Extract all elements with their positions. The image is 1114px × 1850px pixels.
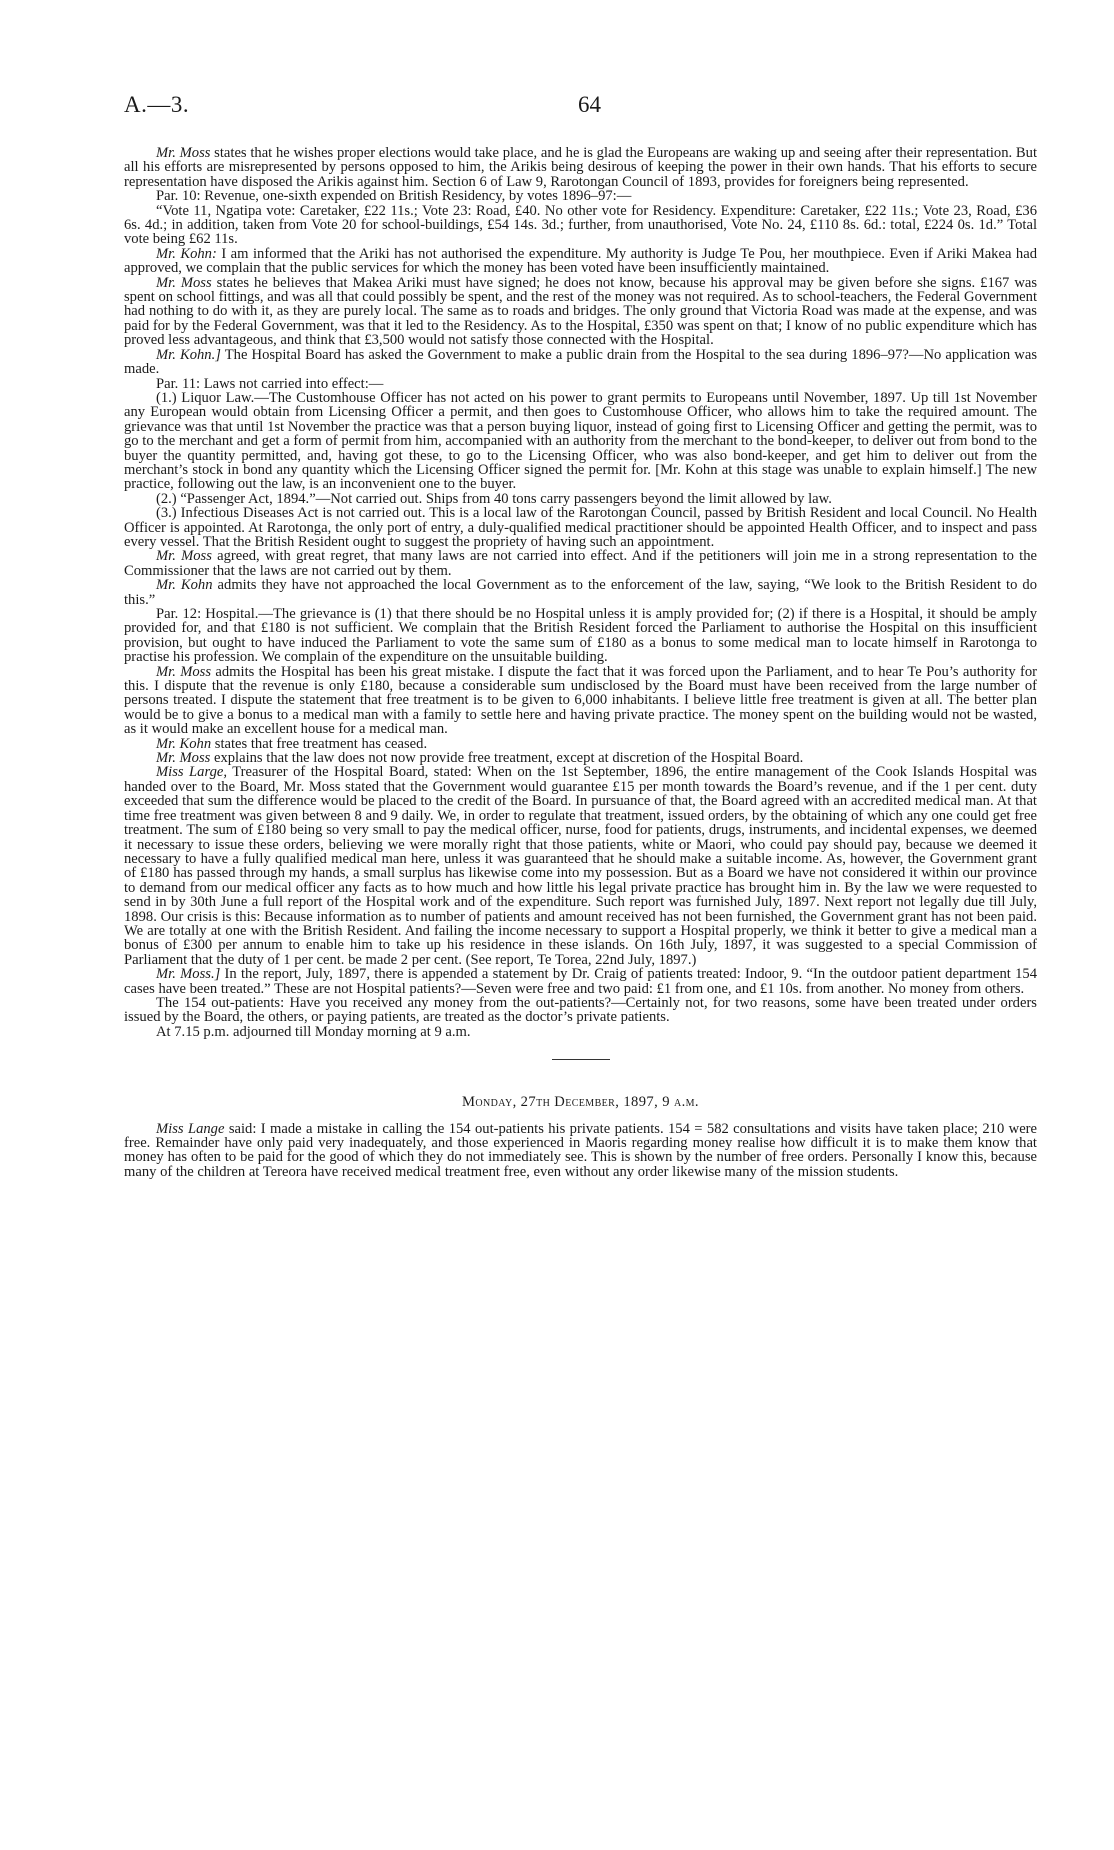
paragraph <box>124 967 1037 996</box>
paragraph <box>124 549 1037 578</box>
paragraph <box>124 492 1037 506</box>
page-number: 64 <box>578 92 601 117</box>
speaker-name: Mr. Moss <box>156 145 211 161</box>
paragraph <box>124 665 1037 737</box>
paragraph-text: “Vote 11, Ngatipa vote: Caretaker, £22 11s.; Vote 23: Road, £40. No other vote for Residency. Expenditure: Caretaker, £22 11s.; Vote 23, Road, £36 6s. 4d.; in addition, taken from Vote 20 for school-buildings, £54 14s. 3d.; further, from unauthorised, Vote No. 24, £110 8s. 6d.: total, £224 0s. 1d.” Total vote being £62 11s. <box>124 202 1037 248</box>
paragraph-text: admits the Hospital has been his great mistake. I dispute the fact that it was forced upon the Parliament, and to hear Te Pou’s authority for this. I dispute that the revenue is only £180, because a considerable sum undisclosed by the Board must have been received from the large number of persons treated. I dispute the statement that free treatment is to be given to 6,000 inhabitants. I believe little free treatment is given at all. The better plan would be to give a bonus to a medical man with a family to settle here and having private practice. The money spent on the building would not be wasted, as it would make an excellent house for a medical man. <box>124 663 1037 738</box>
speaker-name: Mr. Moss <box>156 663 212 680</box>
paragraph <box>124 996 1037 1025</box>
page-header <box>124 92 990 122</box>
paragraph <box>124 737 1037 751</box>
paragraph-text: explains that the law does not now provide free treatment, except at discretion of the Hospital Board. <box>210 750 804 767</box>
paragraph-text: (1.) Liquor Law.—The Customhouse Officer has not acted on his power to grant permits to Europeans until November, 1897. Up till 1st November any European would obtain from Licensing Officer a permit, and then goes to Customhouse Officer, who allows him to take the required amount. The grievance was that until 1st November the practice was that a person buying liquor, instead of going first to Licensing Officer and getting the permit, was to go to the merchant and get a form of permit from him, accompanied with an authority from the merchant to the bond-keeper, to deliver out from bond to the buyer the quantity permitted, and, having got these, to go to the Licensing Officer, who was also bond-keeper, and get him to deliver out from the merchant’s stock in bond any quantity which the Licensing Officer signed the permit for. [Mr. Kohn at this stage was unable to explain himself.] The new practice, following out the law, is an inconvenient one to the buyer. <box>124 389 1037 493</box>
paragraph <box>124 276 1037 348</box>
paragraph-text: said: I made a mistake in calling the 154 out-patients his private patients. 154 = 582 consultations and visits have taken place; 210 were free. Remainder have only paid very inadequately, and those experienced in Maoris regarding money realise how difficult it is to make them know that money has often to be paid for the good of which they do not immediately see. This is shown by the number of free orders. Personally I know this, because many of the children at Tereora have received medical treatment free, even without any order likewise many of the mission students. <box>124 1120 1038 1180</box>
speaker-name: Miss Lange <box>156 1120 225 1137</box>
paragraph-text: At 7.15 p.m. adjourned till Monday morning at 9 a.m. <box>156 1023 471 1040</box>
paragraph-list <box>124 146 1037 1039</box>
document-reference: A.—3. <box>124 92 190 117</box>
paragraph <box>124 189 1037 203</box>
paragraph-text: In the report, July, 1897, there is appended a statement by Dr. Craig of patients treated: Indoor, 9. “In the outdoor patient department 154 cases have been treated.” These are not Hospital patients?—Seven were free and two paid: £1 from one, and £1 10s. from another. No money from others. <box>124 966 1037 997</box>
paragraph-text: Par. 11: Laws not carried into effect:— <box>156 375 384 392</box>
paragraph <box>124 765 1037 967</box>
paragraph-text: states he believes that Makea Ariki must have signed; he does not know, because his approval may be given before she signs. £167 was spent on school fittings, and was all that could possibly be spent, and the rest of the money was not required. As to school-teachers, the Federal Government had nothing to do with it, as they are purely local. The same as to roads and bridges. The only ground that Victoria Road was made at the expense, and was paid for by the Federal Government, was that it led to the Residency. As to the Hospital, £350 was spent on that; I know of no public expenditure which has proved less advantageous, and think that £3,500 would not satisfy those connected with the Hospital. <box>124 274 1038 349</box>
paragraph-text: Par. 12: Hospital.—The grievance is (1) that there should be no Hospital unless it is amply provided for; (2) if there is a Hospital, it should be amply provided for, and that £180 is not sufficient. We complain that the British Resident forced the Parliament to authorise the Hospital on this insufficient provision, but ought to have induced the Parliament to vote the same sum of £180 as a bonus to some medical man to locate himself in Rarotonga to practise his profession. We complain of the expenditure on the unsuitable building. <box>124 606 1037 666</box>
paragraph-text: agreed, with great regret, that many laws are not carried into effect. And if the petitioners will join me in a strong representation to the Commissioner that the laws are not carried out by them. <box>124 548 1037 579</box>
speaker-name: Mr. Moss <box>156 548 212 565</box>
speaker-name: Mr. Kohn: <box>156 245 217 262</box>
speaker-name: Mr. Moss.] <box>156 966 221 983</box>
speaker-name: Mr. Moss <box>156 274 212 291</box>
paragraph-text: The 154 out-patients: Have you received any money from the out-patients?—Certainly not, for two reasons, some have been treated under orders issued by the Board, the others, or paying patients, are treated as the doctor’s private patients. <box>124 994 1037 1026</box>
paragraph-text: I am informed that the Ariki has not authorised the expenditure. My authority is Judge Te Pou, her mouthpiece. Even if Ariki Makea had approved, we complain that the public services for which the money has been voted have been insufficiently maintained. <box>124 245 1037 277</box>
paragraph <box>124 1025 1037 1039</box>
paragraph-text: Treasurer of the Hospital Board, stated: When on the 1st September, 1896, the entire management of the Cook Islands Hospital was handed over to the Board, Mr. Moss stated that the Government would guarantee £15 per month towards the Board’s revenue, and if the 1 per cent. duty exceeded that sum the difference would be placed to the credit of the Board. In pursuance of that, the Board agreed with an accredited medical man. At that time free treatment was given between 8 and 9 daily. We, in order to regulate that treatment, issued orders, by the obtaining of which any one could get free treatment. The sum of £180 being so very small to pay the medical officer, nurse, food for patients, drugs, instruments, and incidental expenses, we deemed it necessary to issue these orders, believing we were morally right that those patients, white or Maori, who could pay should pay, because we deemed it necessary to have a fully qualified medical man here, unless it was guaranteed that he should make a suitable income. As, however, the Government grant of £180 has passed through my hands, a small surplus has likewise come into my possession. But as a Board we have not considered it within our province to demand from our medical officer any facts as to how much and how little his legal private practice has brought him in. By the law we were requested to send in by 30th June a full report of the Hospital work and of the expenditure. Such report was furnished July, 1897. Next report not legally due till July, 1898. Our crisis is this: Because information as to number of patients and amount received has not been furnished, the Government grant has not been paid. We are totally at one with the British Resident. And failing the income necessary to support a Hospital properly, we think it better to give a medical man a bonus of £300 per annum to enable him to take up his residence in these islands. On 16th July, 1897, it was suggested to a special Commission of Parliament that the duty of 1 per cent. be made 2 per cent. (See report, Te Torea, 22nd July, 1897.) <box>124 764 1037 968</box>
paragraph <box>124 247 1037 276</box>
speaker-name: Mr. Kohn <box>156 735 212 752</box>
paragraph <box>124 578 1037 607</box>
paragraph-text: Par. 10: Revenue, one-sixth expended on British Residency, by votes 1896–97:— <box>156 188 632 205</box>
paragraph-text: states that he wishes proper elections would take place, and he is glad the Europeans are waking up and seeing after their representation. But all his efforts are misrepresented by persons opposed to him, the Arikis being desirous of keeping the power in their own hands. That his efforts to secure representation have disposed the Arikis against him. Section 6 of Law 9, Rarotongan Council of 1893, provides for foreigners being represented. <box>124 145 1038 190</box>
paragraph <box>124 607 1037 665</box>
document-body <box>124 146 1037 1179</box>
speaker-name: Mr. Kohn <box>156 577 213 594</box>
paragraph-text: (2.) “Passenger Act, 1894.”—Not carried out. Ships from 40 tons carry passengers beyond the limit allowed by law. <box>156 490 832 507</box>
paragraph-text: The Hospital Board has asked the Government to make a public drain from the Hospital to the sea during 1896–97?—No application was made. <box>124 346 1038 378</box>
speaker-name: Mr. Kohn.] <box>156 346 221 363</box>
speaker-name: Mr. Moss <box>156 750 211 767</box>
paragraph <box>124 377 1037 391</box>
paragraph <box>124 751 1037 765</box>
paragraph <box>124 391 1037 492</box>
paragraph-text: admits they have not approached the local Government as to the enforcement of the law, saying, “We look to the British Resident to do this.” <box>124 577 1038 608</box>
closing-paragraph <box>124 1122 1037 1180</box>
speaker-name: Miss Large, <box>156 764 228 781</box>
paragraph <box>124 204 1037 247</box>
paragraph-text: states that free treatment has ceased. <box>211 735 428 752</box>
paragraph <box>124 506 1037 549</box>
section-divider <box>552 1059 610 1060</box>
section-date: Monday, 27th December, 1897, 9 a.m. <box>462 1094 699 1111</box>
paragraph-text: (3.) Infectious Diseases Act is not carried out. This is a local law of the Rarotongan Council, passed by British Resident and local Council. No Health Officer is appointed. At Rarotonga, the only port of entry, a duly-qualified medical practitioner should be appointed Health Officer, and to inspect and pass every vessel. That the British Resident ought to suggest the propriety of having such an appointment. <box>124 505 1037 550</box>
paragraph <box>124 146 1037 189</box>
paragraph <box>124 348 1037 377</box>
